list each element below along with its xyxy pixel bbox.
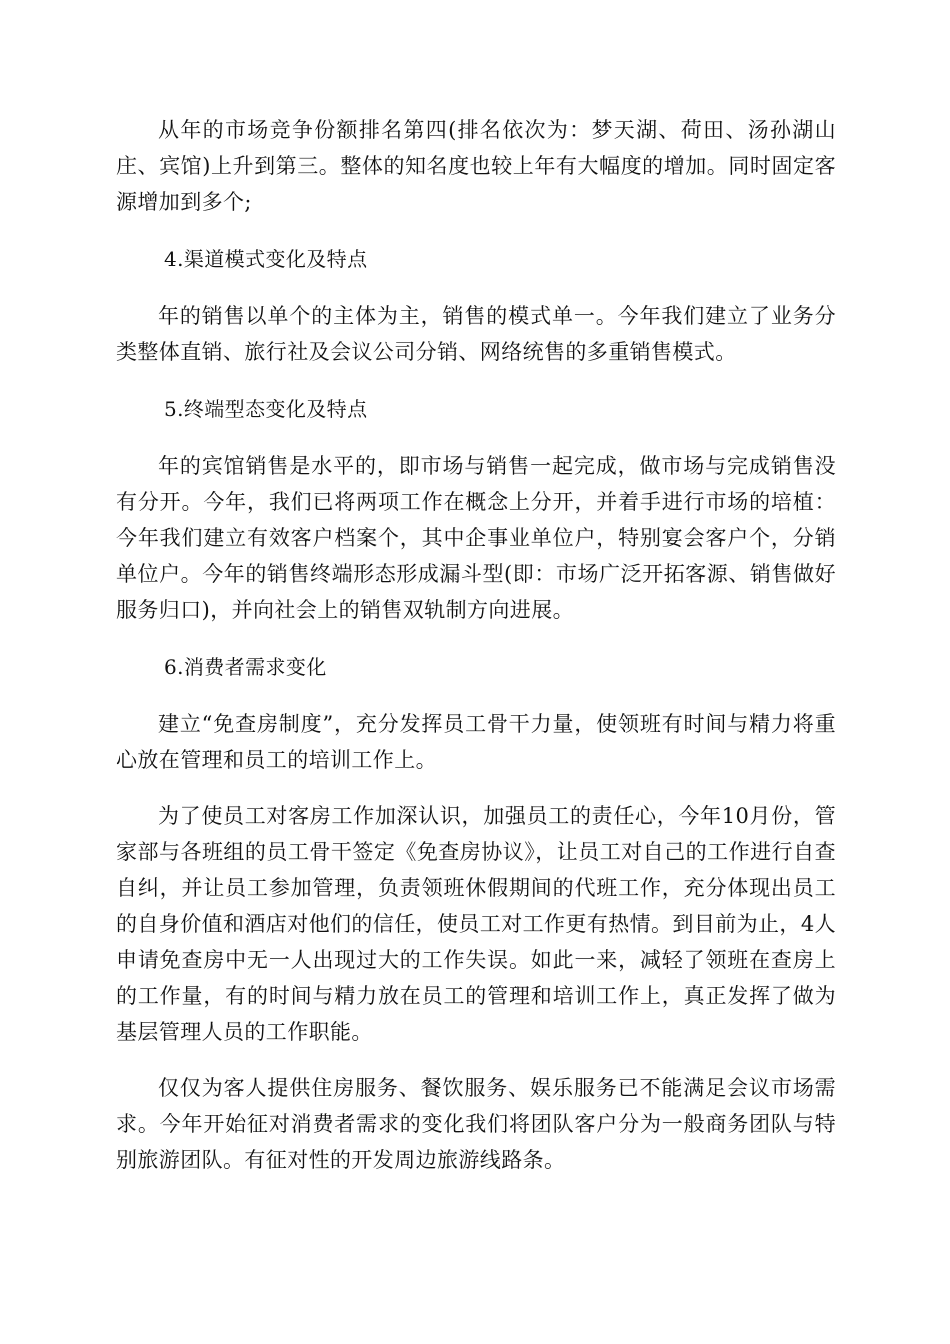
document-body: [116, 112, 836, 1178]
heading-consumer-demand: 6.消费者需求变化: [164, 655, 327, 679]
paragraph-staff-agreement: 为了使员工对客房工作加深认识，加强员工的责任心，今年10月份，管家部与各班组的员工骨干签定《免查房协议》，让员工对自己的工作进行自查自纠，并让员工参加管理，负责领班休假期间的代班工作，充分体现出员工的自身价值和酒店对他们的信任，使员工对工作更有热情。到目前为止，4人申请免查房中无一人出现过大的工作失误。如此一来，减轻了领班在查房上的工作量，有的时间与精力放在员工的管理和培训工作上，真正发挥了做为基层管理人员的工作职能。: [116, 804, 836, 1044]
paragraph-group-customers: 仅仅为客人提供住房服务、餐饮服务、娱乐服务已不能满足会议市场需求。今年开始征对消费者需求的变化我们将团队客户分为一般商务团队与特别旅游团队。有征对性的开发周边旅游线路条。: [116, 1076, 836, 1172]
heading-channel-mode: 4.渠道模式变化及特点: [164, 247, 368, 271]
paragraph-sales-mode: 年的销售以单个的主体为主，销售的模式单一。今年我们建立了业务分类整体直销、旅行社及会议公司分销、网络统售的多重销售模式。: [116, 304, 836, 364]
paragraph-inspection-system: 建立“免查房制度”，充分发挥员工骨干力量，使领班有时间与精力将重心放在管理和员工的培训工作上。: [116, 712, 836, 772]
paragraph-market-share: 从年的市场竞争份额排名第四(排名依次为：梦天湖、荷田、汤孙湖山庄、宾馆)上升到第三。整体的知名度也较上年有大幅度的增加。同时固定客源增加到多个;: [116, 118, 836, 214]
paragraph-terminal-sales: 年的宾馆销售是水平的，即市场与销售一起完成，做市场与完成销售没有分开。今年，我们已将两项工作在概念上分开，并着手进行市场的培植：今年我们建立有效客户档案个，其中企事业单位户，特别宴会客户个，分销单位户。今年的销售终端形态形成漏斗型(即：市场广泛开拓客源、销售做好服务归口)，并向社会上的销售双轨制方向进展。: [116, 454, 836, 622]
heading-terminal-form: 5.终端型态变化及特点: [164, 397, 368, 421]
